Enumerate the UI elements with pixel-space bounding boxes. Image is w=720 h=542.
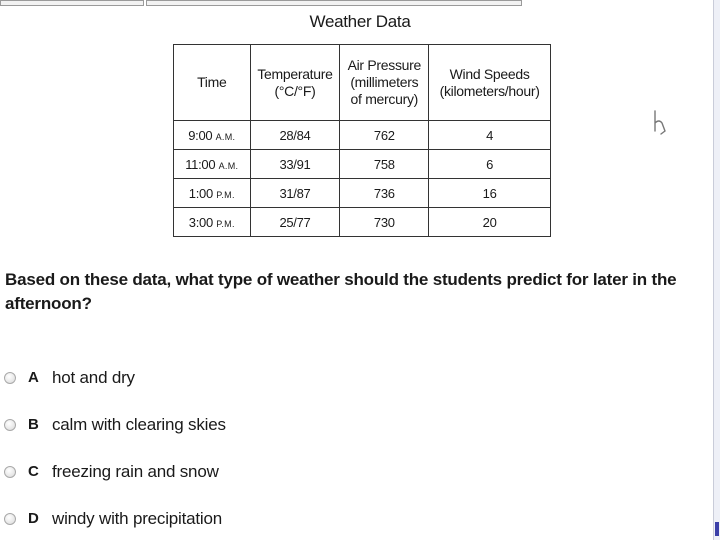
top-strip-segment — [146, 0, 522, 6]
option-letter: B — [28, 416, 39, 433]
cell-time — [174, 121, 251, 150]
option-text: windy with precipitation — [52, 508, 223, 528]
table-title: Weather Data — [309, 12, 411, 31]
cell-pressure: 762 — [340, 121, 429, 150]
cell-pressure: 758 — [340, 150, 429, 179]
cell-temperature: 28/84 — [250, 121, 340, 150]
cell-time — [174, 179, 251, 208]
time-value: 9:00 — [188, 127, 213, 143]
top-strip-segment — [0, 0, 144, 6]
header-temperature — [250, 45, 340, 121]
option-letter: C — [28, 463, 39, 480]
option-letter: D — [28, 510, 39, 527]
cell-temperature: 33/91 — [250, 150, 340, 179]
time-period: P.M. — [216, 218, 235, 229]
option-text: freezing rain and snow — [52, 461, 219, 481]
radio-unselected-icon[interactable] — [4, 372, 16, 384]
weather-data-table — [173, 44, 551, 237]
option-a[interactable] — [4, 354, 226, 401]
radio-unselected-icon[interactable] — [4, 466, 16, 478]
top-window-strip — [0, 0, 720, 5]
cell-time — [174, 150, 251, 179]
question-text: Based on these data, what type of weather should the students predict for later in the afternoon? — [5, 270, 677, 313]
header-time-label: Time — [197, 74, 227, 90]
mouse-pointer-icon — [653, 110, 667, 136]
table-row — [174, 121, 551, 150]
header-temperature-unit: (°C/°F) — [274, 82, 316, 99]
option-text: hot and dry — [52, 367, 135, 387]
answer-options — [4, 354, 226, 542]
header-temperature-line: Temperature — [257, 65, 333, 82]
option-c[interactable] — [4, 448, 226, 495]
cell-temperature: 31/87 — [250, 179, 340, 208]
option-d[interactable] — [4, 495, 226, 542]
option-b[interactable] — [4, 401, 226, 448]
table-row — [174, 208, 551, 237]
cell-wind: 4 — [429, 121, 551, 150]
radio-unselected-icon[interactable] — [4, 419, 16, 431]
time-value: 11:00 — [185, 156, 216, 172]
cell-pressure: 736 — [340, 179, 429, 208]
table-row — [174, 179, 551, 208]
table-header-row — [174, 45, 551, 121]
cell-wind: 16 — [429, 179, 551, 208]
option-letter: A — [28, 369, 39, 386]
cell-wind: 6 — [429, 150, 551, 179]
time-value: 3:00 — [188, 214, 213, 230]
time-period: A.M. — [218, 160, 239, 171]
time-period: A.M. — [215, 131, 236, 142]
header-wind-unit: (kilometers/hour) — [439, 82, 540, 99]
header-air-pressure — [340, 45, 429, 121]
header-time — [174, 45, 251, 121]
header-pressure-line: of mercury) — [350, 91, 419, 107]
header-wind-line: Wind Speeds — [449, 65, 530, 82]
table-row — [174, 150, 551, 179]
header-pressure-line: Air Pressure — [347, 57, 421, 73]
cell-time — [174, 208, 251, 237]
cell-pressure: 730 — [340, 208, 429, 237]
cell-wind: 20 — [429, 208, 551, 237]
radio-unselected-icon[interactable] — [4, 513, 16, 525]
header-wind-speeds — [429, 45, 551, 121]
scrollbar-thumb[interactable] — [715, 522, 719, 536]
time-value: 1:00 — [188, 185, 213, 201]
header-pressure-line: (millimeters — [350, 74, 419, 90]
time-period: P.M. — [216, 189, 235, 200]
cell-temperature: 25/77 — [250, 208, 340, 237]
option-text: calm with clearing skies — [52, 414, 226, 434]
